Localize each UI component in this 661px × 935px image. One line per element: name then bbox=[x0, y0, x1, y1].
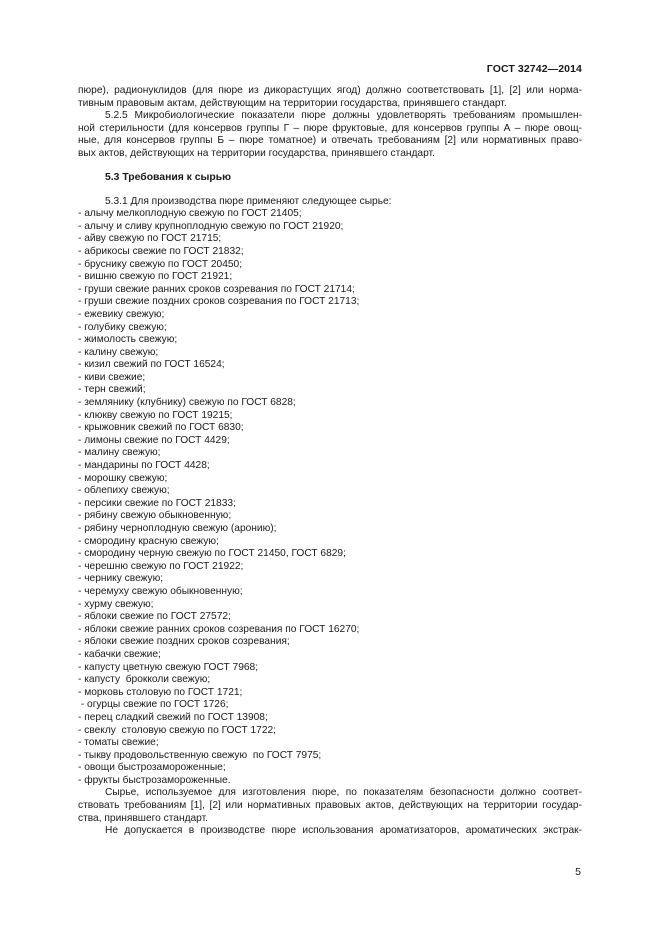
list-item: - калину свежую; bbox=[78, 346, 159, 358]
paragraph-5-3-1 bbox=[78, 196, 582, 209]
list-item: - овощи быстрозамороженные; bbox=[78, 762, 226, 774]
list-item: - алычу мелкоплодную свежую по ГОСТ 21405; bbox=[78, 208, 302, 220]
list-item: - черемуху свежую обыкновенную; bbox=[78, 585, 243, 597]
text-line: тивным правовым актам, действующим на территории государства, принявшего стандарт. bbox=[78, 97, 507, 109]
text-line: ные, для консервов группы Б – пюре томатное) и отвечать требованиям [2] или нормативных право- bbox=[78, 135, 582, 147]
text-line: Сырье, используемое для изготовления пюре, по показателям безопасности должно соответ- bbox=[105, 787, 582, 799]
text-line: Не допускается в производстве пюре использования ароматизаторов, ароматических экстрак- bbox=[105, 825, 582, 837]
list-item: - абрикосы свежие по ГОСТ 21832; bbox=[78, 245, 244, 257]
text-line: 5.3.1 Для производства пюре применяют следующее сырье: bbox=[105, 195, 392, 207]
page-number: 5 bbox=[575, 866, 581, 878]
list-item: - землянику (клубнику) свежую по ГОСТ 6828; bbox=[78, 397, 296, 409]
list-item: - хурму свежую; bbox=[78, 598, 154, 610]
list-item: - рябину свежую обыкновенную; bbox=[78, 510, 232, 522]
list-item: - капусту цветную свежую ГОСТ 7968; bbox=[78, 661, 259, 673]
list-item: - рябину черноплодную свежую (аронию); bbox=[78, 523, 277, 534]
list-item: - груши свежие поздних сроков созревания по ГОСТ 21713; bbox=[78, 296, 360, 308]
list-item: - облепиху свежую; bbox=[78, 485, 170, 497]
list-item: - свеклу столовую свежую по ГОСТ 1722; bbox=[78, 724, 276, 736]
list-item: - яблоки свежие поздних сроков созревания; bbox=[78, 636, 290, 648]
list-item: - чернику свежую; bbox=[78, 573, 164, 585]
list-item: - перец сладкий свежий по ГОСТ 13908; bbox=[78, 711, 268, 723]
list-item: - вишню свежую по ГОСТ 21921; bbox=[78, 271, 233, 283]
list-item: - морковь столовую по ГОСТ 1721; bbox=[78, 686, 243, 698]
list-item: - яблоки свежие ранних сроков созревания по ГОСТ 16270; bbox=[78, 623, 360, 635]
section-title: 5.3 Требования к сырью bbox=[105, 171, 232, 183]
list-item: - тыкву продовольственную свежую по ГОСТ 7975; bbox=[78, 749, 322, 761]
list-item: - капусту брокколи свежую; bbox=[78, 674, 211, 686]
list-item: - малину свежую; bbox=[78, 447, 161, 459]
paragraph-safety bbox=[78, 787, 582, 825]
list-item: - кизил свежий по ГОСТ 16524; bbox=[78, 359, 225, 371]
list-item: - яблоки свежие по ГОСТ 27572; bbox=[78, 611, 231, 623]
list-item: - кабачки свежие; bbox=[78, 648, 161, 660]
text-line: ства, принявшего стандарт. bbox=[78, 812, 208, 824]
list-item: - морошку свежую; bbox=[78, 472, 168, 484]
list-item: - персики свежие по ГОСТ 21833; bbox=[78, 497, 236, 509]
list-item: - фрукты быстрозамороженные. bbox=[78, 774, 231, 786]
list-item: - алычу и сливу крупноплодную свежую по ГОСТ 21920; bbox=[78, 220, 344, 232]
text-line: ствовать требованиям [1], [2] или нормативных правовых актов, действующих на территории государ- bbox=[78, 800, 582, 812]
page-content bbox=[78, 85, 582, 838]
list-item: - киви свежие; bbox=[78, 371, 146, 383]
text-line: 5.2.5 Микробиологические показатели пюре должны удовлетворять требованиям промышлен- bbox=[105, 110, 582, 122]
text-line: ной стерильности (для консервов группы Г – пюре фруктовые, для консервов группы А – пюре овощ- bbox=[78, 122, 582, 134]
list-item: - бруснику свежую по ГОСТ 20450; bbox=[78, 258, 243, 270]
list-item: - мандарины по ГОСТ 4428; bbox=[78, 460, 210, 472]
raw-materials-list bbox=[78, 208, 582, 787]
list-item: - груши свежие ранних сроков созревания по ГОСТ 21714; bbox=[78, 283, 355, 295]
list-item: - жимолость свежую; bbox=[78, 334, 178, 346]
list-item: - голубику свежую; bbox=[78, 321, 167, 333]
list-item: - черешню свежую по ГОСТ 21922; bbox=[78, 560, 244, 572]
list-item: - томаты свежие; bbox=[78, 737, 159, 749]
text-line: пюре), радионуклидов (для пюре из дикорастущих ягод) должно соответствовать [1], [2] или норма- bbox=[78, 85, 582, 96]
list-item: - крыжовник свежий по ГОСТ 6830; bbox=[78, 422, 244, 434]
text-line: вых актов, действующих на территории государства, принявшего стандарт. bbox=[78, 147, 435, 159]
list-item: - ежевику свежую; bbox=[78, 308, 165, 320]
paragraph-aroma bbox=[78, 825, 582, 838]
list-item: - смородину черную свежую по ГОСТ 21450, ГОСТ 6829; bbox=[78, 548, 346, 560]
paragraph-5-2-5 bbox=[78, 110, 582, 160]
list-item: - смородину красную свежую; bbox=[78, 535, 219, 547]
list-item: - клюкву свежую по ГОСТ 19215; bbox=[78, 409, 233, 421]
paragraph-continuation bbox=[78, 85, 582, 110]
document-code-header: ГОСТ 32742—2014 bbox=[486, 63, 582, 75]
list-item: - терн свежий; bbox=[78, 384, 146, 396]
list-item: - огурцы свежие по ГОСТ 1726; bbox=[78, 699, 229, 711]
list-item: - лимоны свежие по ГОСТ 4429; bbox=[78, 434, 230, 446]
list-item: - айву свежую по ГОСТ 21715; bbox=[78, 233, 222, 245]
